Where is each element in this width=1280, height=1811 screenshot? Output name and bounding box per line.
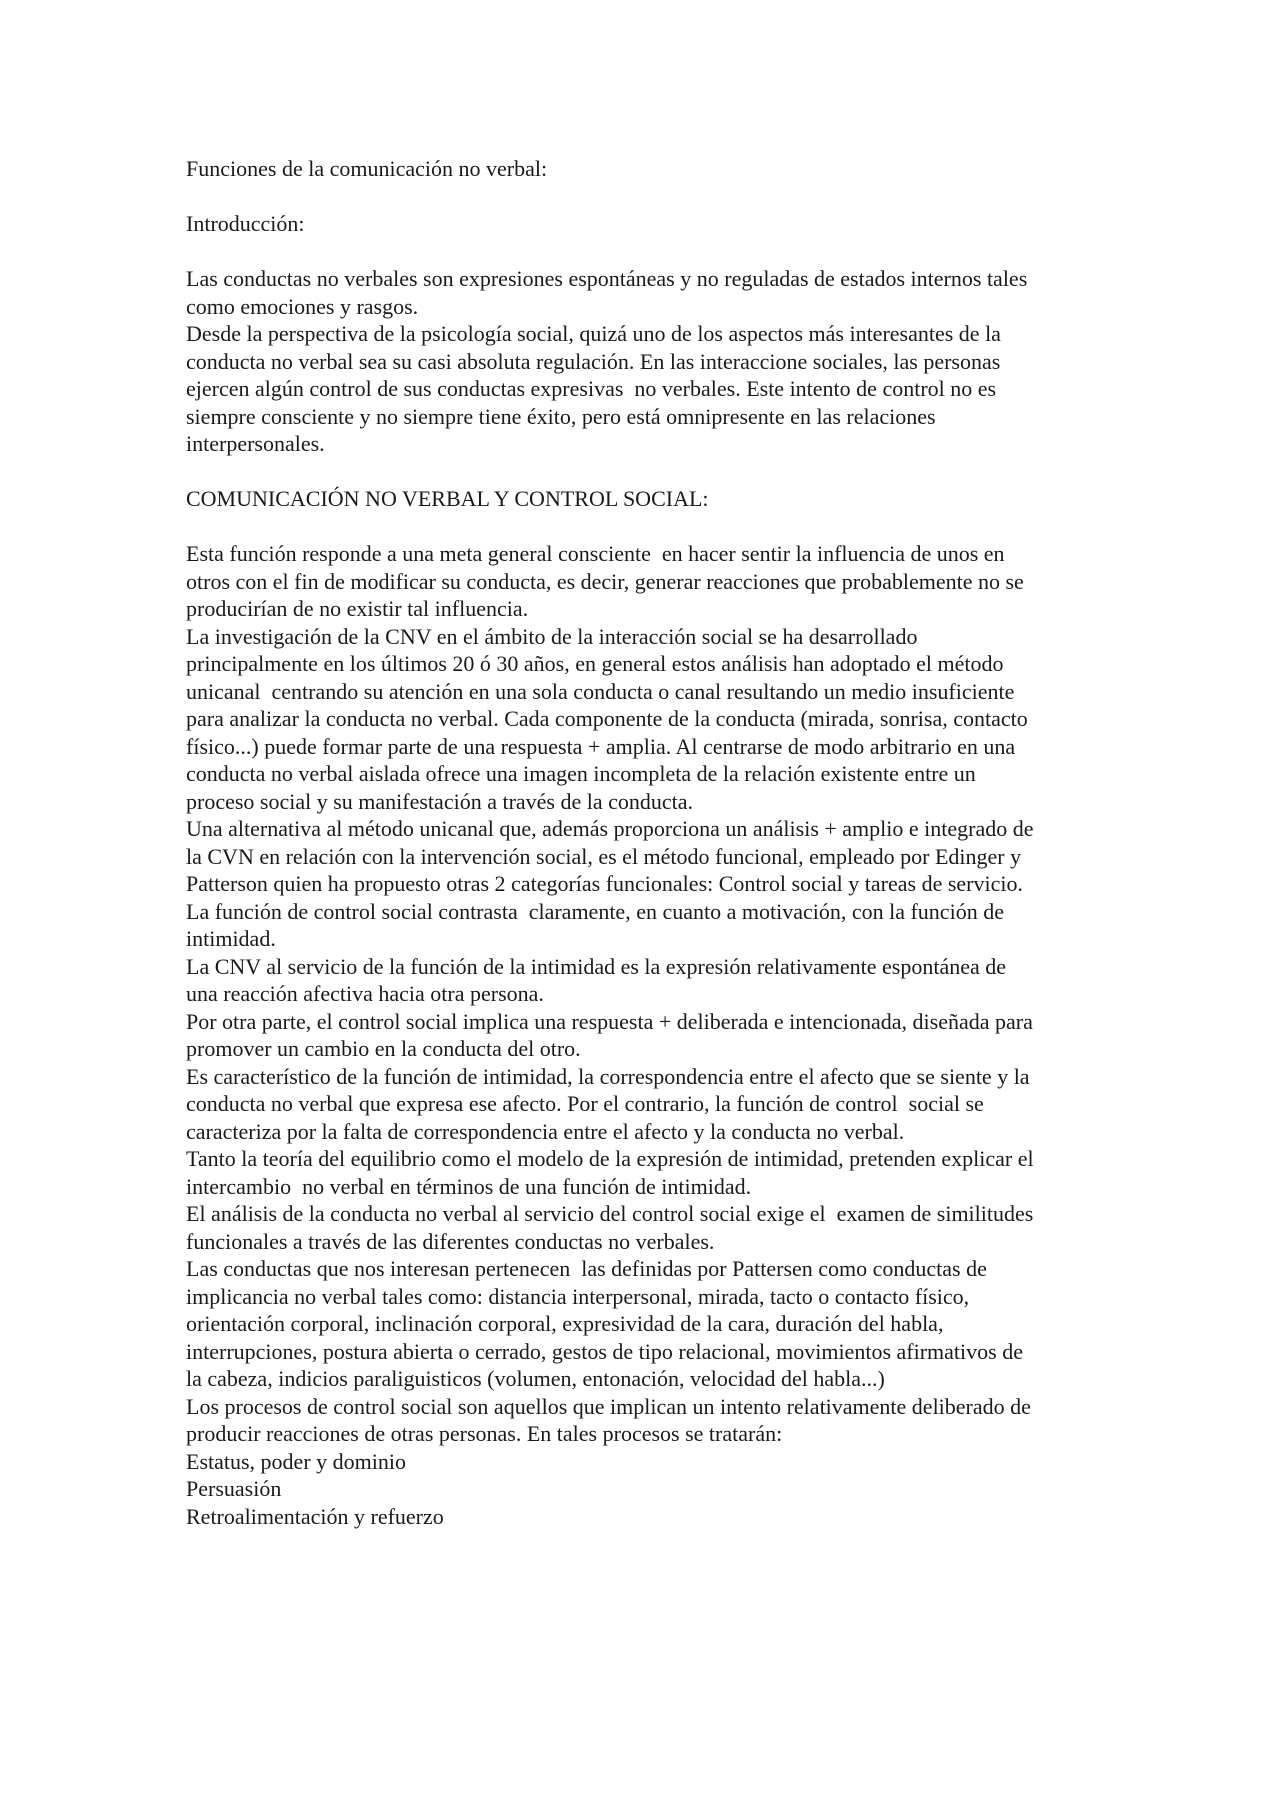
text-line: conducta no verbal sea su casi absoluta regulación. En las interaccione sociales, las personas bbox=[186, 348, 1001, 374]
text-line: intercambio no verbal en términos de una función de intimidad. bbox=[186, 1173, 752, 1199]
text-line: para analizar la conducta no verbal. Cada componente de la conducta (mirada, sonrisa, contacto bbox=[186, 706, 1028, 731]
text-line: promover un cambio en la conducta del otro. bbox=[186, 1036, 581, 1061]
text-line: conducta no verbal que expresa ese afecto. Por el contrario, la función de control social se bbox=[186, 1091, 984, 1116]
text-line: orientación corporal, inclinación corporal, expresividad de la cara, duración del habla, bbox=[186, 1311, 944, 1336]
text-line: El análisis de la conducta no verbal al servicio del control social exige el examen de similitudes bbox=[186, 1201, 1034, 1226]
text-line: La investigación de la CNV en el ámbito de la interacción social se ha desarrollado bbox=[186, 623, 918, 649]
text-line: Una alternativa al método unicanal que, además proporciona un análisis + amplio e integrado de bbox=[186, 816, 1034, 841]
text-line: intimidad. bbox=[186, 926, 276, 951]
section-body bbox=[186, 540, 1110, 1530]
list-item: Persuasión bbox=[186, 1476, 282, 1501]
text-line: físico...) puede formar parte de una respuesta + amplia. Al centrarse de modo arbitrario en una bbox=[186, 733, 1016, 759]
text-line: Las conductas no verbales son expresiones espontáneas y no reguladas de estados internos tales bbox=[186, 266, 1028, 291]
blank-line bbox=[186, 458, 1110, 486]
text-line: como emociones y rasgos. bbox=[186, 293, 419, 319]
blank-line bbox=[186, 513, 1110, 541]
text-line: principalmente en los últimos 20 ó 30 años, en general estos análisis han adoptado el método bbox=[186, 651, 1004, 676]
text-line: Patterson quien ha propuesto otras 2 categorías funcionales: Control social y tareas de servicio. bbox=[186, 871, 1023, 896]
blank-line bbox=[186, 238, 1110, 266]
text-line: Las conductas que nos interesan pertenecen las definidas por Pattersen como conductas de bbox=[186, 1256, 987, 1281]
text-line: la CVN en relación con la intervención social, es el método funcional, empleado por Edinger y bbox=[186, 843, 1022, 869]
text-line: implicancia no verbal tales como: distancia interpersonal, mirada, tacto o contacto físico, bbox=[186, 1283, 970, 1309]
text-line: la cabeza, indicios paraliguisticos (volumen, entonación, velocidad del habla...) bbox=[186, 1366, 885, 1391]
text-line: Desde la perspectiva de la psicología social, quizá uno de los aspectos más interesantes de la bbox=[186, 321, 1001, 346]
intro-heading: Introducción: bbox=[186, 211, 305, 236]
text-line: proceso social y su manifestación a través de la conducta. bbox=[186, 788, 694, 814]
blank-line bbox=[186, 183, 1110, 211]
text-line: Por otra parte, el control social implica una respuesta + deliberada e intencionada, diseñada para bbox=[186, 1008, 1033, 1034]
text-line: caracteriza por la falta de correspondencia entre el afecto y la conducta no verbal. bbox=[186, 1118, 905, 1144]
document-title: Funciones de la comunicación no verbal: bbox=[186, 156, 548, 181]
text-line: unicanal centrando su atención en una sola conducta o canal resultando un medio insuficiente bbox=[186, 678, 1015, 704]
list-item: Retroalimentación y refuerzo bbox=[186, 1503, 444, 1529]
intro-paragraph bbox=[186, 265, 1110, 458]
text-line: Esta función responde a una meta general consciente en hacer sentir la influencia de unos en bbox=[186, 541, 1005, 566]
text-line: producir reacciones de otras personas. En tales procesos se tratarán: bbox=[186, 1421, 783, 1446]
text-line: otros con el fin de modificar su conducta, es decir, generar reacciones que probablemente no se bbox=[186, 568, 1024, 594]
text-line: Los procesos de control social son aquellos que implican un intento relativamente deliberado de bbox=[186, 1393, 1031, 1419]
text-line: interpersonales. bbox=[186, 431, 325, 456]
text-line: Es característico de la función de intimidad, la correspondencia entre el afecto que se siente y la bbox=[186, 1063, 1030, 1089]
text-line: producirían de no existir tal influencia. bbox=[186, 596, 529, 621]
text-line: La función de control social contrasta claramente, en cuanto a motivación, con la función de bbox=[186, 898, 1004, 924]
text-line: conducta no verbal aislada ofrece una imagen incompleta de la relación existente entre un bbox=[186, 761, 976, 786]
text-line: una reacción afectiva hacia otra persona. bbox=[186, 981, 544, 1006]
list-item: Estatus, poder y dominio bbox=[186, 1448, 406, 1474]
text-line: Tanto la teoría del equilibrio como el modelo de la expresión de intimidad, pretenden explicar el bbox=[186, 1146, 1034, 1171]
section-heading: COMUNICACIÓN NO VERBAL Y CONTROL SOCIAL: bbox=[186, 486, 709, 511]
text-line: ejercen algún control de sus conductas expresivas no verbales. Este intento de control no es bbox=[186, 376, 997, 401]
text-line: funcionales a través de las diferentes conductas no verbales. bbox=[186, 1228, 715, 1254]
text-line: La CNV al servicio de la función de la intimidad es la expresión relativamente espontánea de bbox=[186, 953, 1007, 979]
text-line: interrupciones, postura abierta o cerrado, gestos de tipo relacional, movimientos afirmativos de bbox=[186, 1338, 1023, 1364]
text-line: siempre consciente y no siempre tiene éxito, pero está omnipresente en las relaciones bbox=[186, 403, 936, 429]
